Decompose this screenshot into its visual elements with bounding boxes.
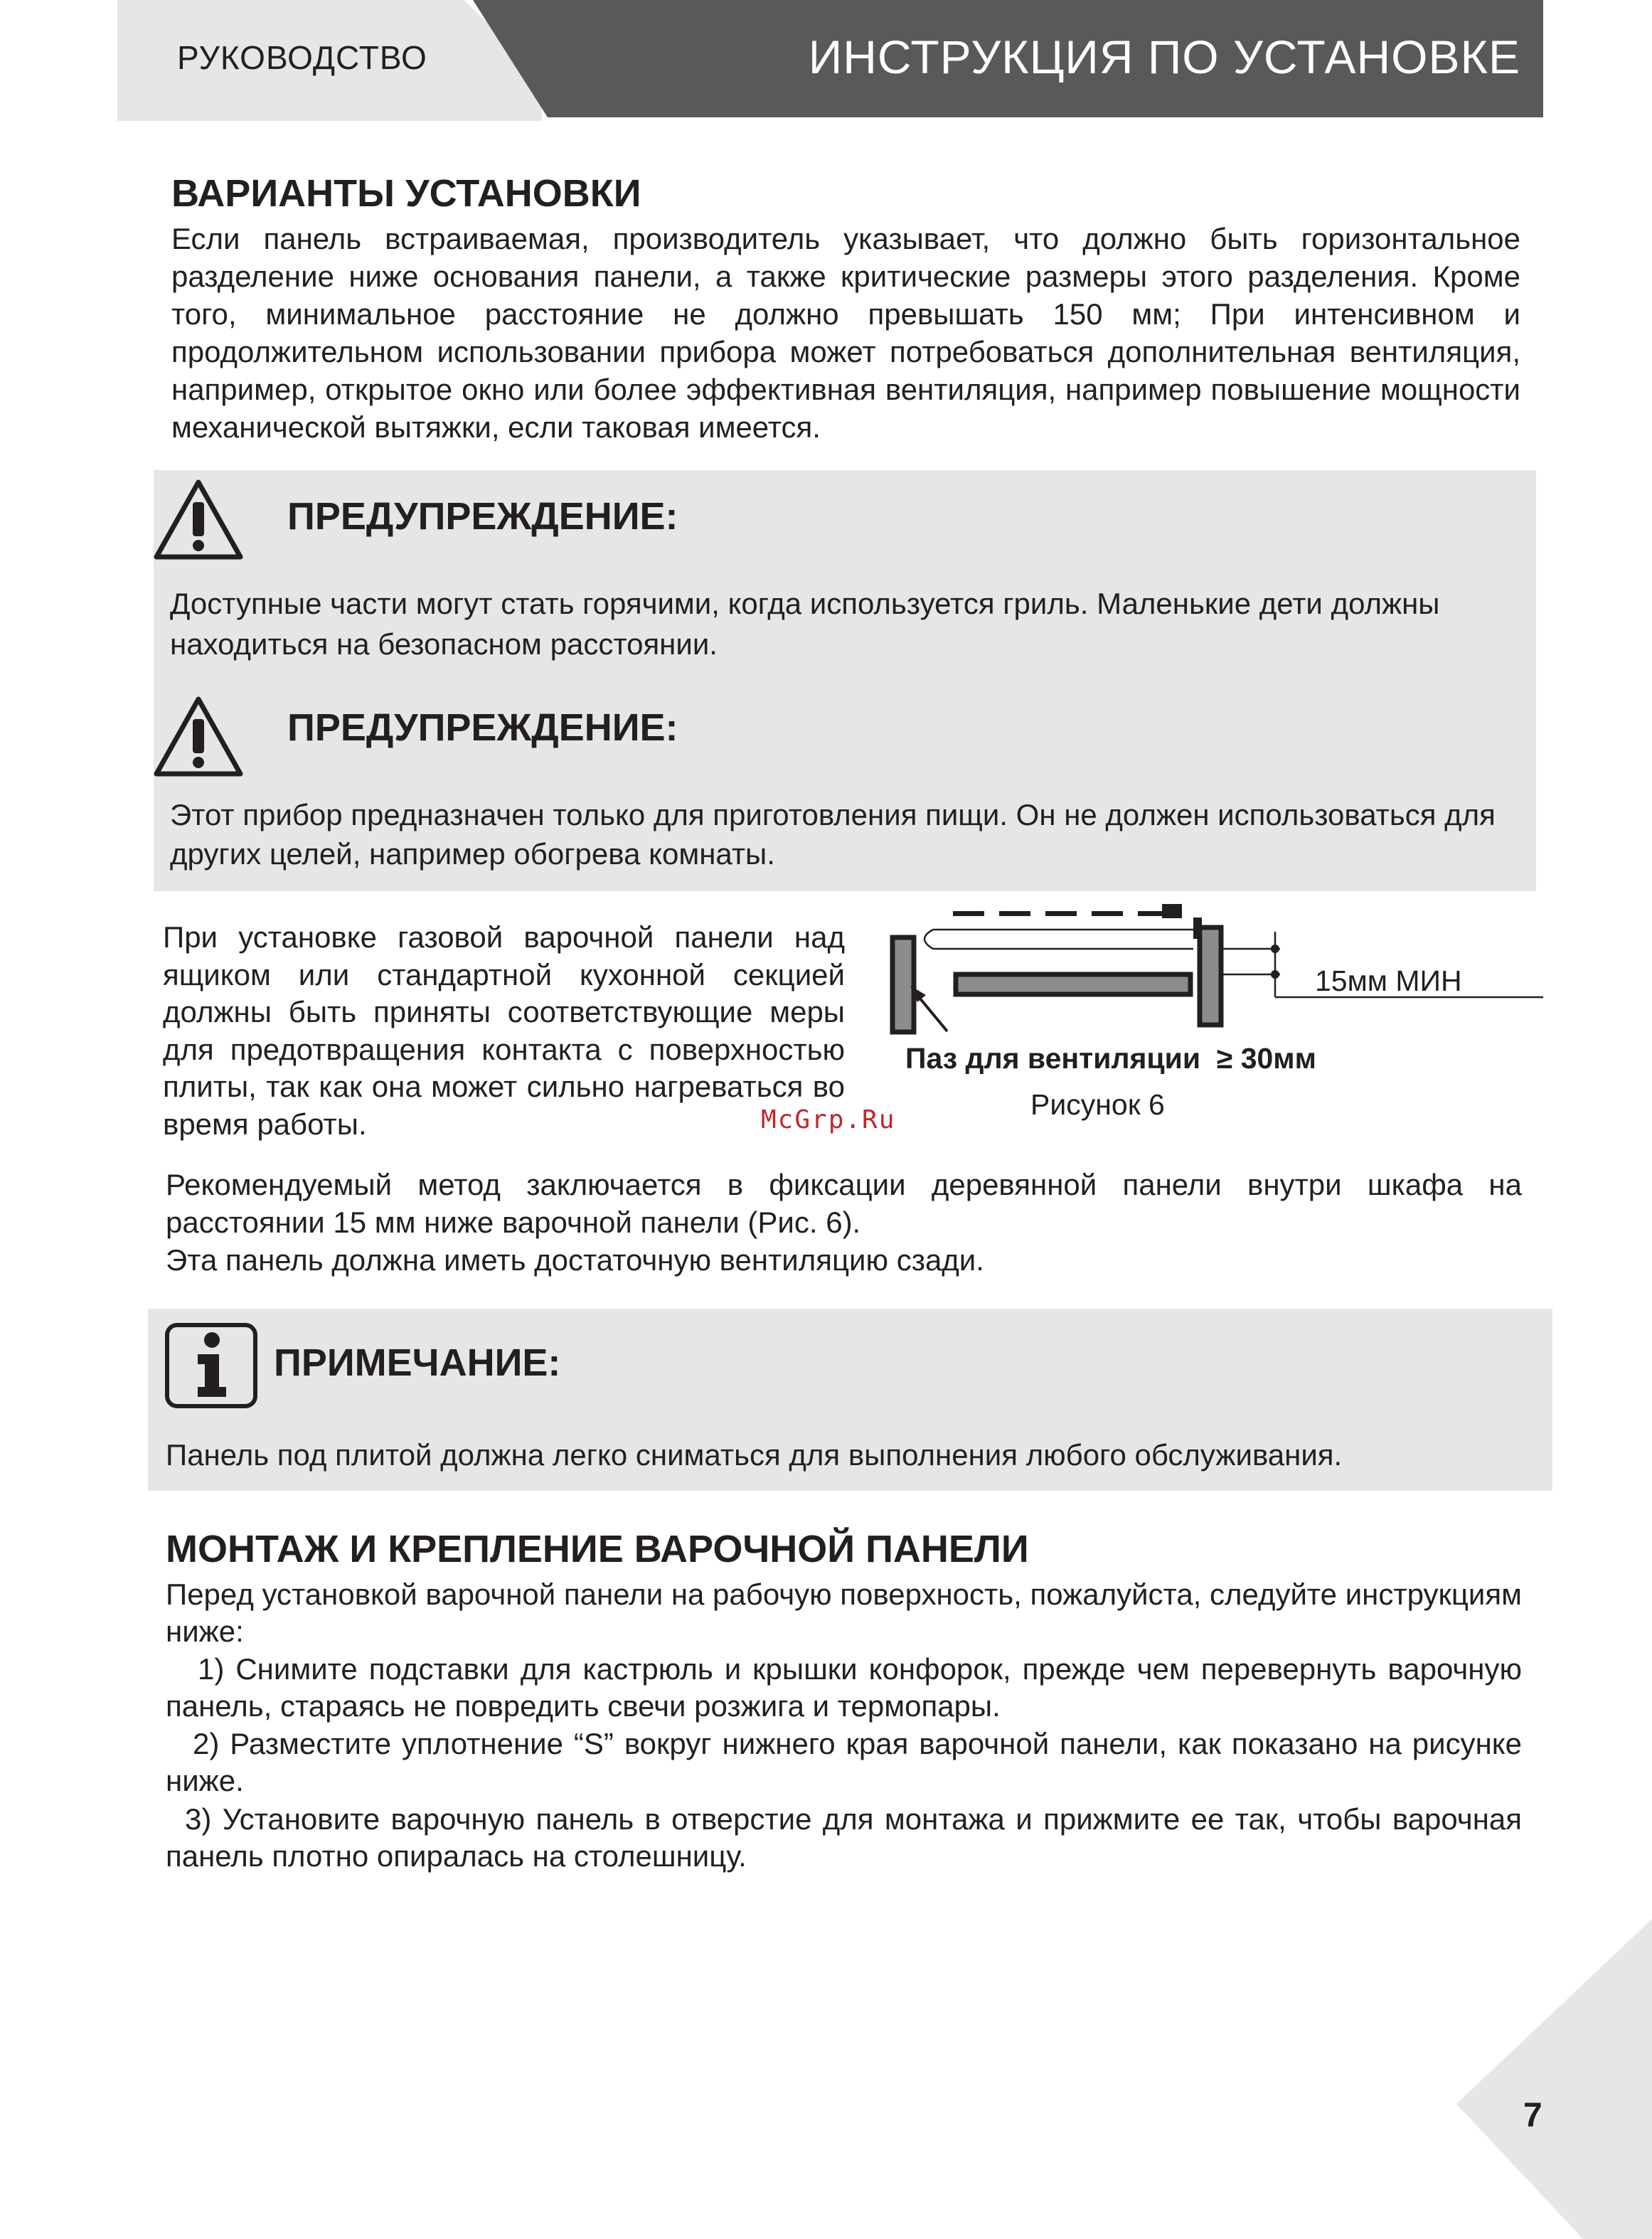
watermark: McGrp.Ru: [761, 1105, 896, 1134]
install-note-paragraph: При установке газовой варочной панели над ящиком или стандартной кухонной секцией должны быть приняты соответствующие меры для предотвращения контакта с поверхностью плиты, так как она может сильно нагреваться во время работы.: [163, 920, 845, 1141]
note-title: ПРИМЕЧАНИЕ:: [274, 1341, 561, 1384]
recommendation-paragraph: Эта панель должна иметь достаточную вентиляцию сзади.: [166, 1243, 984, 1277]
wooden-panel: [956, 974, 1190, 994]
page-corner-decoration: [1419, 1919, 1652, 2239]
warning-icon: [152, 695, 245, 779]
recommendation-paragraph: Рекомендуемый метод заключается в фиксации деревянной панели внутри шкафа на расстоянии 15 мм ниже варочной панели (Рис. 6).: [166, 1168, 1522, 1239]
cabinet-right-side: [1200, 927, 1221, 1025]
installation-step: 3) Установите варочную панель в отверстие для монтажа и прижмите ее так, чтобы варочная панель плотно опиралась на столешницу.: [166, 1802, 1522, 1873]
header-left-title: РУКОВОДСТВО: [177, 39, 427, 76]
header-bar: [0, 0, 1652, 121]
figure-caption: Рисунок 6: [1030, 1088, 1165, 1121]
hob-top-dashes: [953, 904, 1182, 918]
section-title-hob-mounting: МОНТАЖ И КРЕПЛЕНИЕ ВАРОЧНОЙ ПАНЕЛИ: [166, 1528, 1029, 1570]
cabinet-left-side: [892, 937, 914, 1032]
installation-step: 1) Снимите подставки для кастрюль и крышки конфорок, прежде чем перевернуть варочную панель, стараясь не повредить свечи розжига и термопары.: [166, 1652, 1522, 1723]
section-body-installation-options: Если панель встраиваемая, производитель указывает, что должно быть горизонтальное разделение ниже основания панели, а также критические размеры этого разделения. Кроме того, минимальное расстояние не должно превышать 150 мм; При интенсивном и продолжительном использовании прибора может потребоваться дополнительная вентиляция, например, открытое окно или более эффективная вентиляция, например повышение мощности механической вытяжки, если таковая имеется.: [171, 222, 1520, 444]
figure-vent-label: Паз для вентиляции ≥ 30мм: [905, 1042, 1316, 1075]
warning-title: ПРЕДУПРЕЖДЕНИЕ:: [287, 495, 678, 538]
note-text: Панель под плитой должна легко сниматься для выполнения любого обслуживания.: [166, 1438, 1343, 1472]
installation-step: 2) Разместите уплотнение “S” вокруг нижнего края варочной панели, как показано на рисунке ниже.: [166, 1727, 1522, 1797]
page-number: 7: [1523, 2097, 1542, 2134]
figure-dimension-label: 15мм МИН: [1315, 964, 1462, 997]
warning-text: Доступные части могут стать горячими, когда используется гриль. Маленькие дети должны находиться на безопасном расстоянии.: [170, 587, 1440, 661]
warning-icon: [152, 478, 245, 562]
header-right-title: ИНСТРУКЦИЯ ПО УСТАНОВКЕ: [808, 31, 1520, 83]
section-title-installation-options: ВАРИАНТЫ УСТАНОВКИ: [171, 172, 641, 215]
warning-text: Этот прибор предназначен только для приготовления пищи. Он не должен использоваться для других целей, например обогрева комнаты.: [170, 798, 1496, 871]
section-intro-hob-mounting: Перед установкой варочной панели на рабочую поверхность, пожалуйста, следуйте инструкциям ниже:: [166, 1578, 1523, 1648]
info-icon: [164, 1321, 259, 1410]
warning-title: ПРЕДУПРЕЖДЕНИЕ:: [287, 706, 678, 749]
